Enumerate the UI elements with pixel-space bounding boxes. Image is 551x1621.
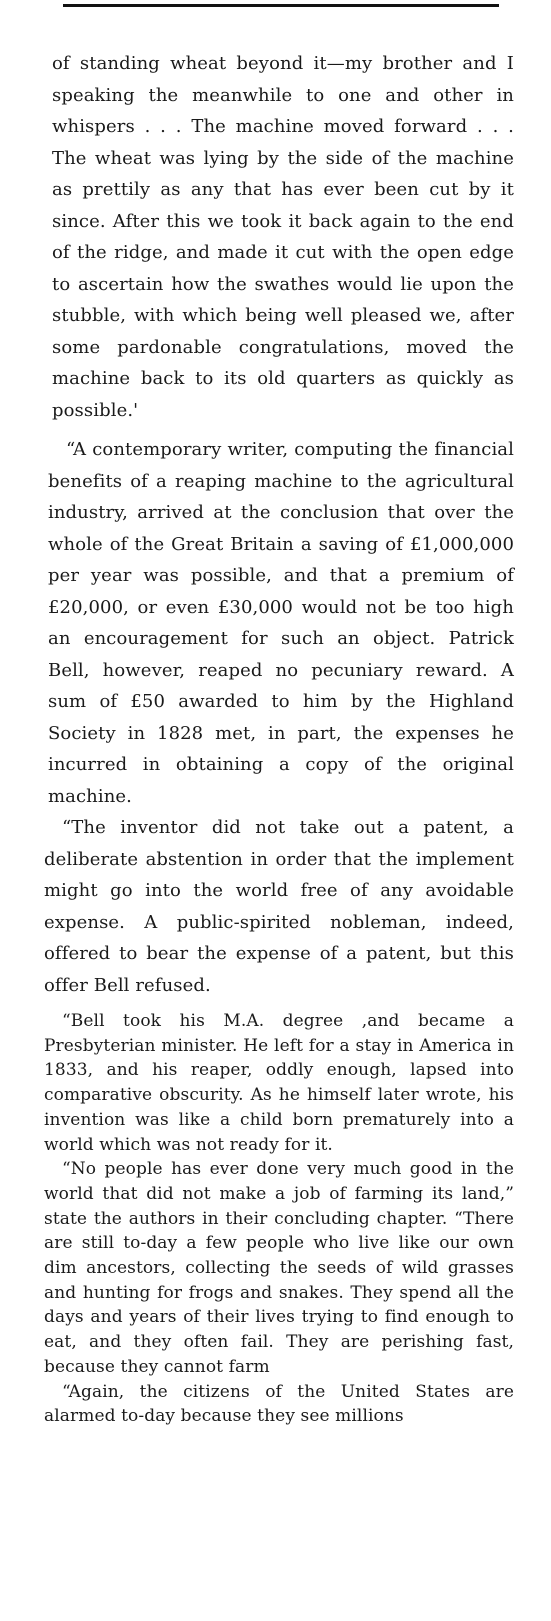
paragraph-farming-conclusion: “No people has ever done very much good in the world that did not make a job of farming its land,” state the authors in their concluding chapter. “There are still to-day a few people who live like our own dim ancestors, collecting the seeds of wild grasses and hunting for frogs and snakes. They spend all the days and years of their lives trying to find enough to eat, and they often fail. They are perishing fast, because they cannot farm — [44, 1159, 514, 1377]
paragraph-united-states: “Again, the citizens of the United States are alarmed to-day because they see millions — [44, 1381, 514, 1427]
paragraph-financial-benefits: “A contemporary writer, computing the financial benefits of a reaping machine to the agricultural industry, arrived at the conclusion that over the whole of the Great Britain a saving of £1,000,000 per year was possible, and that a premium of £20,000, or even £30,000 would not be too high an encouragement for such an object. Patrick Bell, however, reaped no pecuniary reward. A sum of £50 awarded to him by the Highland Society in 1828 met, in part, the expenses he incurred in obtaining a copy of the original machine. — [48, 439, 514, 807]
article-column — [44, 48, 514, 1429]
paragraph-patent: “The inventor did not take out a patent, a deliberate abstention in order that the implement might go into the world free of any avoidable expense. A public-spirited nobleman, indeed, offered to bear the expense of a patent, but this offer Bell refused. — [44, 817, 514, 996]
paragraph-reaper-trial: of standing wheat beyond it—my brother and I speaking the meanwhile to one and other in whispers . . . The machine moved forward . . . The wheat was lying by the side of the machine as prettily as any that has ever been cut by it since. After this we took it back again to the end of the ridge, and made it cut with the open edge to ascertain how the swathes would lie upon the stubble, with which being well pleased we, after some pardonable congratulations, moved the machine back to its old quarters as quickly as possible.' — [52, 53, 514, 421]
paragraph-bell-biography: “Bell took his M.A. degree ,and became a Presbyterian minister. He left for a stay in America in 1833, and his reaper, oddly enough, lapsed into comparative obscurity. As he himself later wrote, his invention was like a child born prematurely into a world which was not ready for it. — [44, 1011, 514, 1155]
top-rule — [63, 4, 499, 7]
